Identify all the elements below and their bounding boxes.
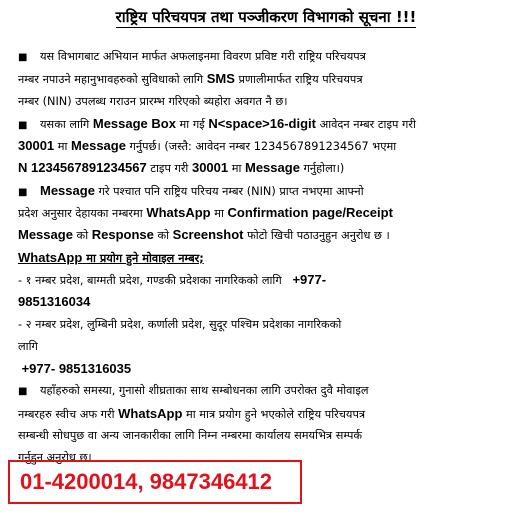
whatsapp-numbers-heading: WhatsApp मा प्रयोग हुने मोवाइल नम्बर; — [18, 249, 204, 265]
province-group-2-number: +977- 9851316035 — [21, 361, 132, 377]
paragraph-2-line-1: ■ यसका लागि Message Box मा गई N<space>16-digit आवेदन नम्बर टाइप गरी — [18, 113, 518, 135]
notice-body — [18, 46, 518, 470]
paragraph-4-line-4: गर्नुहुन अनुरोध छ। — [18, 451, 92, 465]
paragraph-3-line-1: ■ Message गरे पश्चात पनि राष्ट्रिय परिचय नम्बर (NIN) प्राप्त नभएमा आफ्नो — [18, 180, 518, 202]
province-group-2-cont: लागि — [18, 339, 38, 353]
paragraph-3-line-3: Message को Response को Screenshot फोटो खिची पठाउनुहुन अनुरोध छ । — [18, 227, 390, 243]
paragraph-1-line-2: नम्बर नपाउने महानुभावहरुको सुविधाको लागि SMS प्रणालीमार्फत राष्ट्रिय परिचयपत्र — [18, 71, 363, 87]
paragraph-4-line-2: नम्बरहरु स्वीच अफ गरी WhatsApp मा मात्र प्रयोग हुने भएकोले राष्ट्रिय परिचयपत्र — [18, 405, 366, 421]
paragraph-4-line-3: सम्बन्धी सोधपुछ वा अन्य जानकारीका लागि निम्न नम्बरमा कार्यालय समयभित्र सम्पर्क — [18, 429, 363, 443]
bullet-icon: ■ — [18, 186, 28, 198]
province-group-1: - १ नम्बर प्रदेश, बाग्मती प्रदेश, गण्डकी प्रदेशका नागरिकको लागि +977- — [18, 271, 327, 287]
paragraph-1-line-1: ■ यस विभागबाट अभियान मार्फत अफलाइनमा विवरण प्रविष्ट गरी राष्ट्रिय परिचयपत्र — [18, 46, 518, 68]
paragraph-2-line-3: N 1234567891234567 टाइप गरी 30001 मा Message गर्नुहोला।) — [18, 160, 345, 176]
bullet-icon: ■ — [18, 52, 28, 63]
contact-numbers: 01-4200014, 9847346412 — [20, 469, 273, 494]
province-group-2: - २ नम्बर प्रदेश, लुम्बिनी प्रदेश, कर्णाली प्रदेश, सुदूर पश्चिम प्रदेशका नागरिकको — [18, 317, 342, 331]
bullet-icon: ■ — [18, 386, 28, 398]
paragraph-3-line-2: प्रदेश अनुसार देहायका नम्बरमा WhatsApp मा Confirmation page/Receipt — [18, 205, 393, 221]
paragraph-4-line-1: ■ यहाँहरुको समस्या, गुनासो शीघ्रताका साथ सम्बोधनका लागि उपरोक्त दुवै मोवाइल — [18, 380, 518, 402]
paragraph-1-line-3: नम्बर (NIN) उपलब्ध गराउन प्रारम्भ गरिएको ब्यहोरा अवगत नै छ। — [18, 94, 288, 108]
notice-title: राष्ट्रिय परिचयपत्र तथा पञ्जीकरण विभागको सूचना !!! — [115, 8, 417, 26]
paragraph-2-line-2: 30001 मा Message गर्नुपर्छ। (जस्तै: आवेदन नम्बर 1234567891234567 भएमा — [18, 138, 397, 154]
bullet-icon: ■ — [18, 119, 28, 131]
province-group-1-number: 9851316034 — [18, 294, 91, 310]
contact-numbers-box — [8, 460, 302, 504]
